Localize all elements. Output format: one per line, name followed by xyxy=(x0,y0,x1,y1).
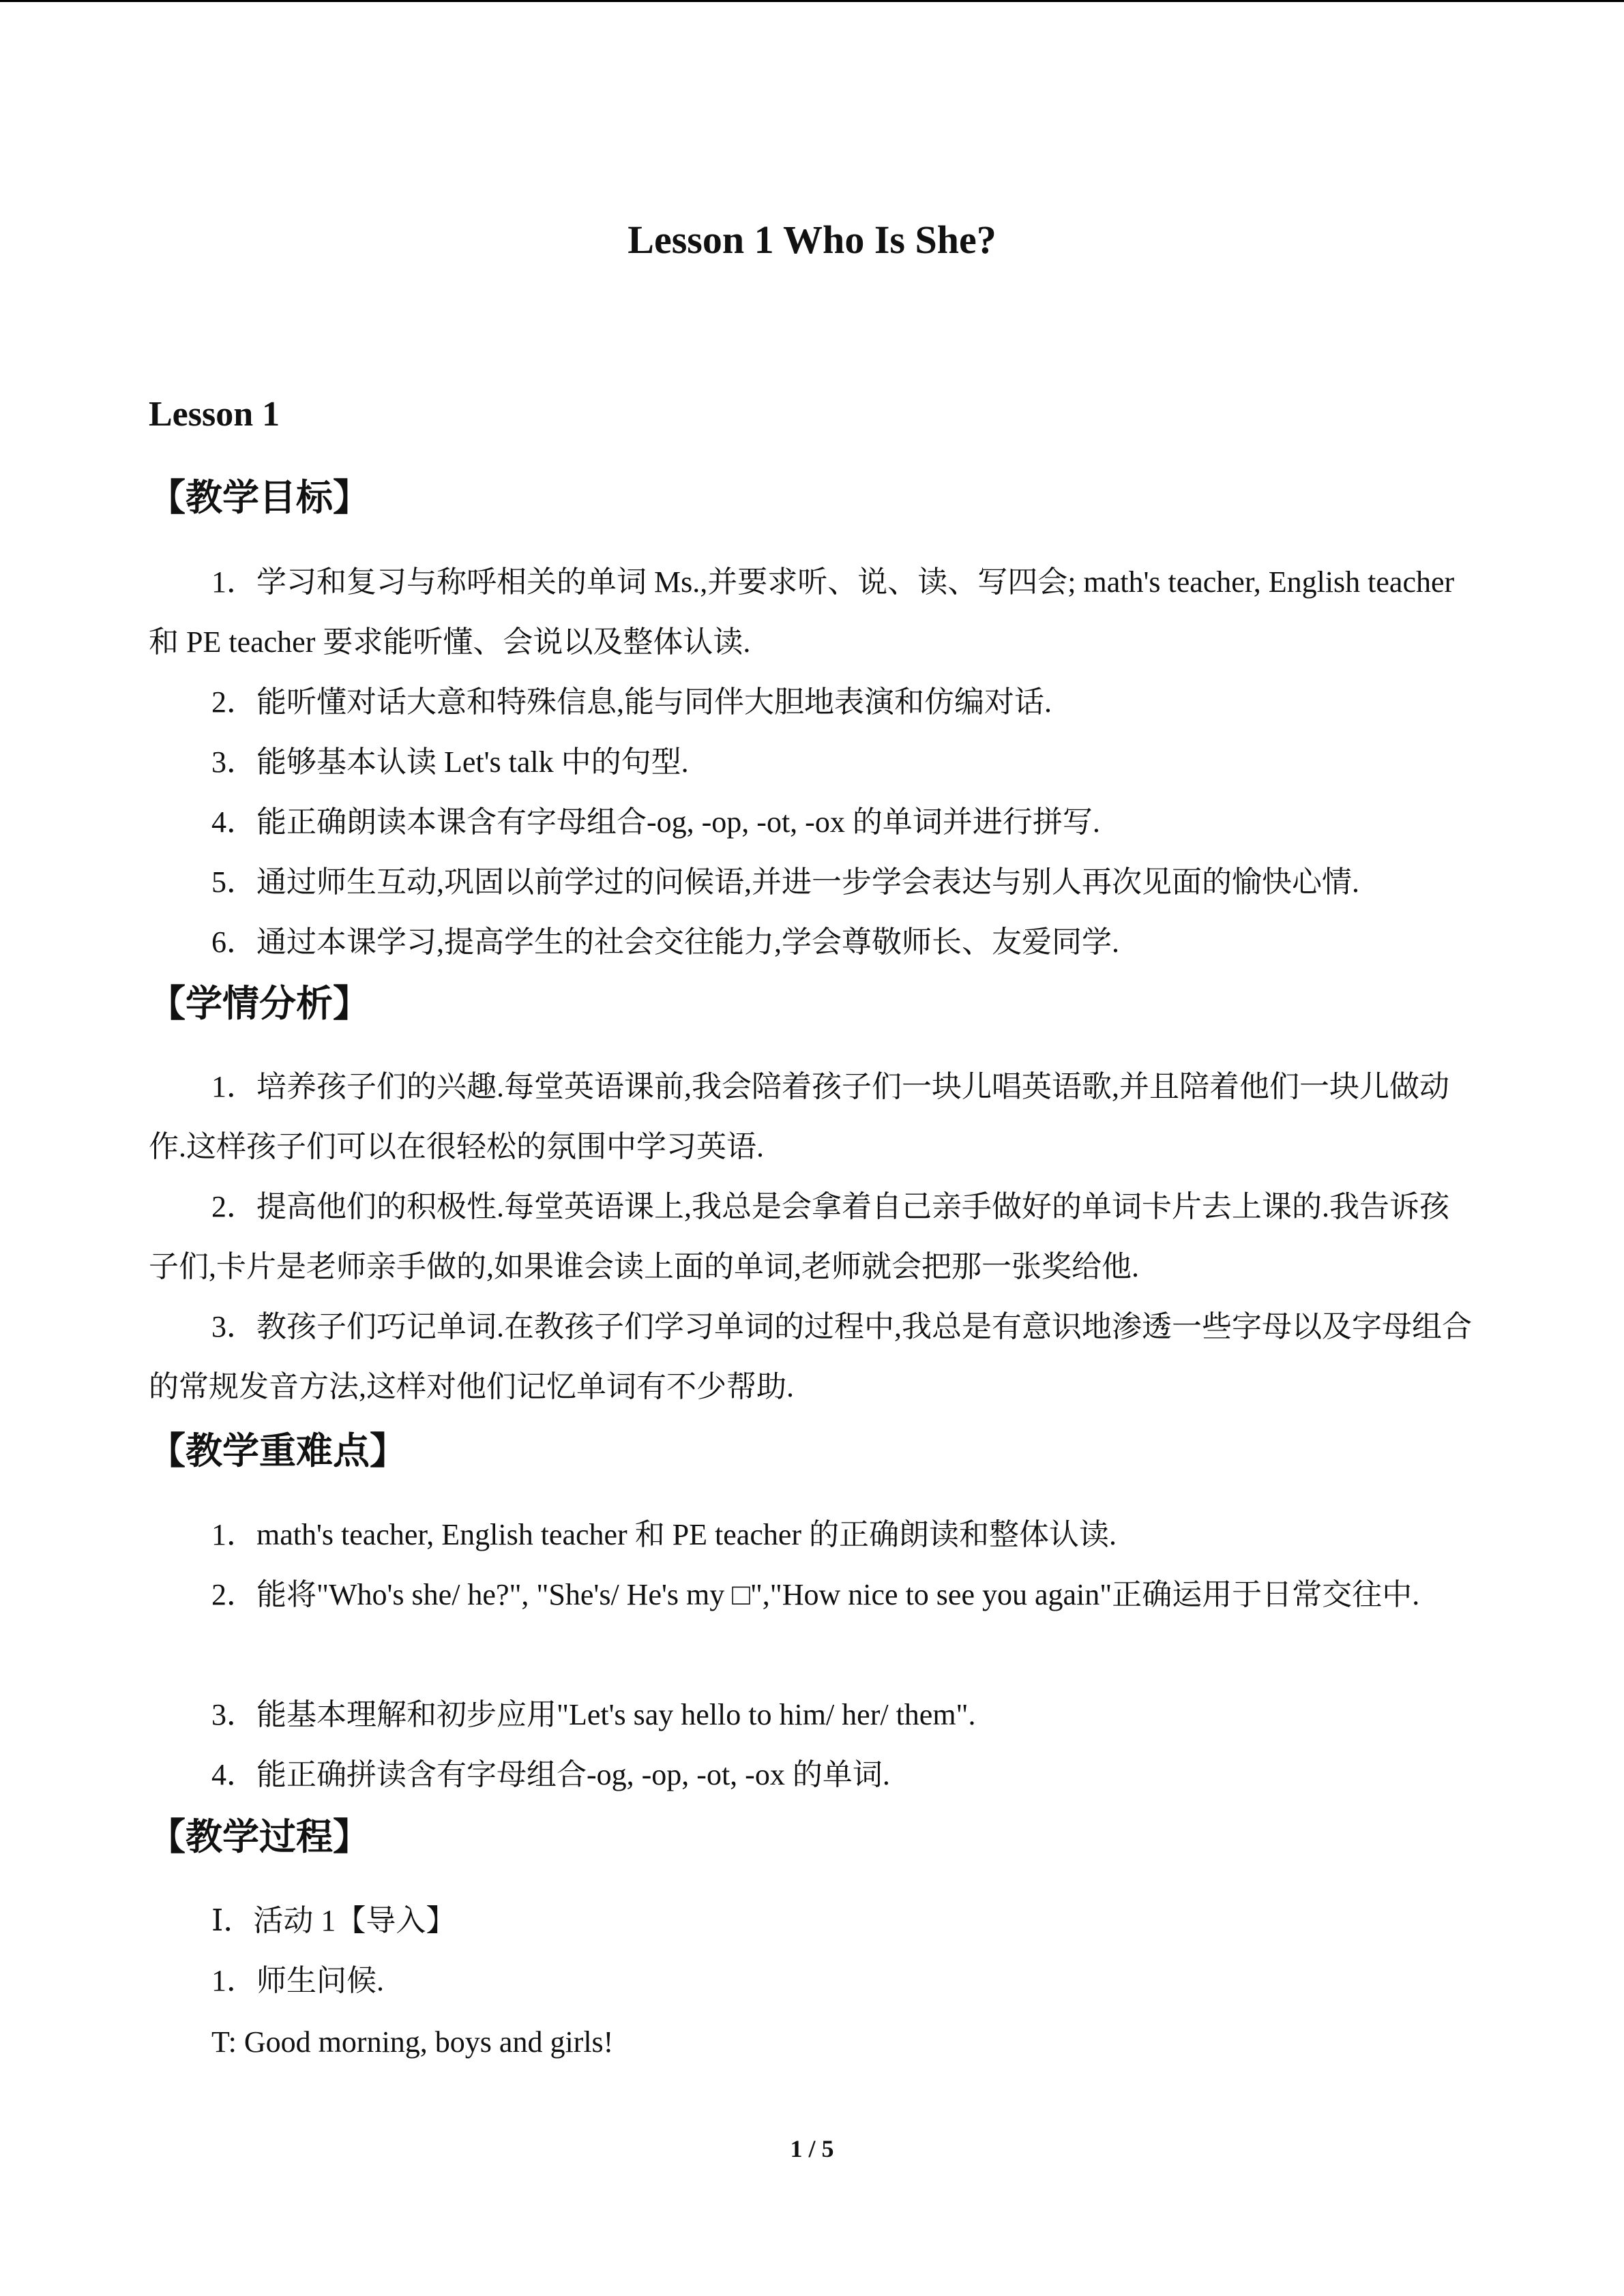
analysis-item-1: 1．培养孩子们的兴趣.每堂英语课前,我会陪着孩子们一块儿唱英语歌,并且陪着他们一块儿做动作.这样孩子们可以在很轻松的氛围中学习英语. xyxy=(149,1070,1449,1163)
objective-item-4: 4．能正确朗读本课含有字母组合-og, -op, -ot, -ox 的单词并进行拼写. xyxy=(211,805,1100,839)
objective-item-6: 6．通过本课学习,提高学生的社会交往能力,学会尊敬师长、友爱同学. xyxy=(211,925,1119,959)
objective-item-1: 1．学习和复习与称呼相关的单词 Ms.,并要求听、说、读、写四会; math's teacher, English teacher 和 PE teacher 要求能听懂、会说以及整体认读. xyxy=(149,565,1455,659)
objectives-heading: 【教学目标】 xyxy=(149,476,370,519)
document-title: Lesson 1 Who Is She? xyxy=(628,218,996,262)
top-border-rule xyxy=(0,0,1624,2)
analysis-heading: 【学情分析】 xyxy=(149,982,370,1025)
process-dialogue-line: T: Good morning, boys and girls! xyxy=(211,2025,614,2059)
key-point-item-3: 3．能基本理解和初步应用"Let's say hello to him/ her/ them". xyxy=(211,1698,976,1731)
objective-item-3: 3．能够基本认读 Let's talk 中的句型. xyxy=(211,745,689,779)
key-point-item-4: 4．能正确拼读含有字母组合-og, -op, -ot, -ox 的单词. xyxy=(211,1758,890,1791)
objective-item-2: 2．能听懂对话大意和特殊信息,能与同伴大胆地表演和仿编对话. xyxy=(211,685,1052,719)
key-points-heading: 【教学重难点】 xyxy=(149,1429,407,1472)
process-activity-line: Ⅰ．活动 1【导入】 xyxy=(211,1904,456,1937)
page-indicator: 1 / 5 xyxy=(790,2135,834,2162)
key-point-item-1: 1．math's teacher, English teacher 和 PE teacher 的正确朗读和整体认读. xyxy=(211,1518,1117,1551)
process-greeting-line: 1．师生问候. xyxy=(211,1964,384,1997)
lesson-label: Lesson 1 xyxy=(149,395,280,434)
key-point-item-2: 2．能将"Who's she/ he?", "She's/ He's my □","How nice to see you again"正确运用于日常交往中. xyxy=(211,1578,1420,1611)
objective-item-5: 5．通过师生互动,巩固以前学过的问候语,并进一步学会表达与别人再次见面的愉快心情. xyxy=(211,865,1359,899)
process-heading: 【教学过程】 xyxy=(149,1815,370,1858)
analysis-item-2: 2．提高他们的积极性.每堂英语课上,我总是会拿着自己亲手做好的单词卡片去上课的.我告诉孩子们,卡片是老师亲手做的,如果谁会读上面的单词,老师就会把那一张奖给他. xyxy=(149,1190,1449,1283)
analysis-item-3: 3．教孩子们巧记单词.在教孩子们学习单词的过程中,我总是有意识地渗透一些字母以及字母组合的常规发音方法,这样对他们记忆单词有不少帮助. xyxy=(149,1310,1472,1403)
